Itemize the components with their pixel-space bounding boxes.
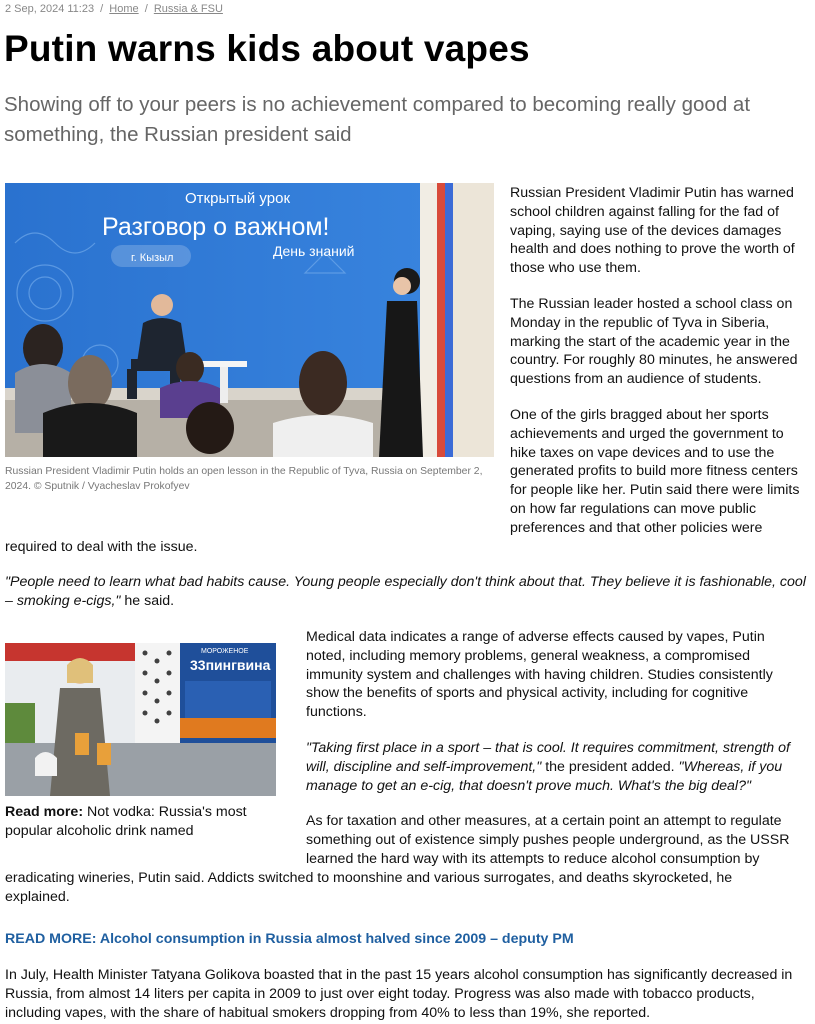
article-meta: [5, 3, 223, 15]
paragraph-5: [306, 628, 786, 722]
paragraph-2-text: The Russian leader hosted a school class on Monday in the republic of Tyva in Siberia, marking the start of the academic year in the country. For roughly 80 minutes, he answered questions from an audience of students.: [510, 296, 798, 388]
breadcrumb-section-link[interactable]: Russia & FSU: [153, 3, 223, 15]
paragraph-3-tail-text: required to deal with the issue.: [5, 539, 198, 555]
main-photo-illustration: [5, 183, 494, 457]
main-photo-caption: Russian President Vladimir Putin holds an open lesson in the Republic of Tyva, Russia on September 2, 2024. © Sputnik / Vyacheslav Prokofyev: [5, 466, 483, 492]
publish-date: 2 Sep, 2024 11:23: [5, 3, 95, 15]
paragraph-3-text: One of the girls bragged about her sports achievements and urged the government to hike taxes on vape devices and to use the generated profits to build more fitness centers for people like her. Putin said there were limits on how far regulations can move public preferences and that other policies were: [510, 407, 800, 536]
paragraph-3: [510, 406, 813, 538]
main-photo[interactable]: [5, 183, 494, 457]
read-more-link[interactable]: READ MORE: Alcohol consumption in Russia almost halved since 2009 – deputy PM: [5, 931, 574, 947]
paragraph-7-tail-text: eradicating wineries, Putin said. Addicts switched to moonshine and various surrogates, and deaths skyrocketed, he explained.: [5, 870, 733, 905]
kiosk-top-text: МОРОЖЕНОЕ: [201, 648, 249, 655]
paragraph-7: [306, 812, 812, 868]
paragraph-5-text: Medical data indicates a range of adverse effects caused by vapes, Putin noted, including memory problems, general weakness, a compromised immunity system and challenges with having children. Studies consistently show the benefits of sports and physical activity, including for cognitive functions.: [306, 629, 773, 721]
quote-2-part-1: "Taking first place in a sport – that is cool. It requires commitment, strength of will, discipline and self-improvement,": [306, 740, 790, 775]
sign-main-text: Разговор о важном!: [102, 213, 330, 241]
sign-city-text: г. Кызыл: [131, 252, 174, 264]
paragraph-6: [306, 739, 814, 795]
sign-top-text: Открытый урок: [185, 190, 290, 207]
paragraph-8: [5, 966, 813, 1022]
paragraph-1: [510, 184, 810, 278]
article-headline: Putin warns kids about vapes: [4, 28, 530, 69]
breadcrumb-separator: /: [144, 3, 148, 15]
read-more-title[interactable]: Not vodka: Russia's most popular alcoholic drink named: [5, 804, 247, 839]
quote-text: "People need to learn what bad habits cause. Young people especially don't think about that. They believe it is fashionable, cool – smoking e-cigs,": [5, 574, 806, 609]
paragraph-3-tail: [5, 538, 810, 557]
kiosk-main-text: 33пингвина: [190, 657, 271, 673]
quote-attribution: he said.: [120, 592, 175, 609]
paragraph-7-text: As for taxation and other measures, at a certain point an attempt to regulate something out of existence simply pushes people underground, as the USSR learned the hard way with its attempts to reduce alcohol consumption by: [306, 813, 790, 867]
read-more-label: Read more:: [5, 804, 84, 820]
paragraph-1-text: Russian President Vladimir Putin has warned school children against falling for the fad of vaping, saying use of the devices damages health and does nothing to prove the worth of those who use them.: [510, 185, 795, 277]
read-more-photo[interactable]: [5, 643, 276, 796]
article-subtitle: Showing off to your peers is no achievement compared to becoming really good at something, the Russian president said: [4, 93, 751, 146]
breadcrumb-separator: /: [100, 3, 104, 15]
sign-sub-text: День знаний: [273, 243, 355, 259]
read-more-inline[interactable]: [5, 803, 280, 841]
paragraph-2: [510, 295, 812, 389]
paragraph-7-tail: [5, 869, 795, 907]
quote-2-part-2: "Whereas, if you manage to get an e-cig, that doesn't prove much. What's the big deal?": [306, 758, 783, 794]
breadcrumb-home-link[interactable]: Home: [109, 3, 139, 15]
quote-2-mid: the president added.: [541, 758, 679, 775]
paragraph-8-text: In July, Health Minister Tatyana Golikova boasted that in the past 15 years alcohol consumption has significantly decreased in Russia, from almost 14 liters per capita in 2009 to just over eight today. Progress was also made with tobacco products, including vapes, with the share of habitual smokers dropping from 40% to less than 19%, she reported.: [5, 967, 793, 1021]
read-more-photo-illustration: [5, 643, 276, 796]
quote-paragraph: [5, 573, 813, 611]
